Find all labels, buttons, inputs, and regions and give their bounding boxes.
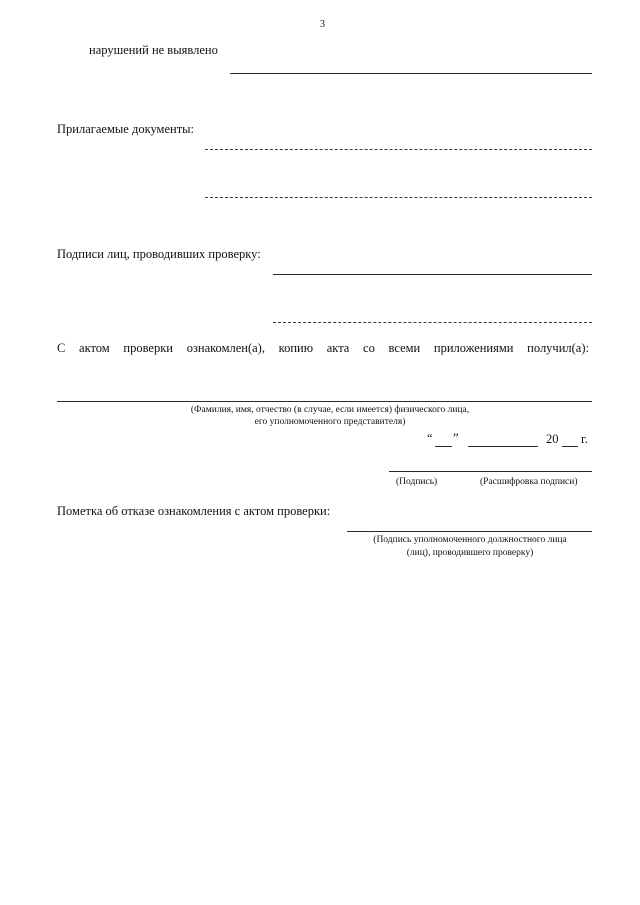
acquainted-word: С xyxy=(57,341,66,355)
date-year-suffix: г. xyxy=(581,432,588,446)
signature-line-2 xyxy=(273,322,592,323)
acquainted-statement xyxy=(57,342,589,355)
signatures-label: Подписи лиц, проводивших проверку: xyxy=(57,247,261,261)
acquainted-word: акта xyxy=(326,341,350,355)
date-day-line xyxy=(435,446,452,447)
sign-label: (Подпись) xyxy=(396,477,438,487)
refusal-label: Пометка об отказе ознакомления с актом проверки: xyxy=(57,504,331,518)
acquainted-word: ознакомлен(а), xyxy=(186,341,265,355)
acquainted-caption-line-1: (Фамилия, имя, отчество (в случае, если имеется) физического лица, xyxy=(190,405,470,415)
signature-decode-line xyxy=(389,471,592,472)
attached-documents-label: Прилагаемые документы: xyxy=(57,122,195,136)
refusal-caption-line-1: (Подпись уполномоченного должностного лица xyxy=(373,535,567,545)
violations-text: нарушений не выявлено xyxy=(89,43,218,57)
decode-label: (Расшифровка подписи) xyxy=(480,477,578,487)
page-number: 3 xyxy=(320,19,325,30)
attached-line-2 xyxy=(205,197,592,198)
date-year-line xyxy=(562,446,578,447)
date-month-line xyxy=(468,446,538,447)
refusal-caption-line-2: (лиц), проводившего проверку) xyxy=(406,548,534,558)
acquainted-word: приложениями xyxy=(433,341,514,355)
acquainted-word: всеми xyxy=(388,341,421,355)
refusal-signature-line xyxy=(347,531,592,532)
acquainted-word: проверки xyxy=(123,341,173,355)
date-year-prefix: 20 xyxy=(546,432,559,446)
attached-line-1 xyxy=(205,149,592,150)
acquainted-word: со xyxy=(363,341,375,355)
acquainted-word: актом xyxy=(79,341,110,355)
acquainted-caption-line-2: его уполномоченного представителя) xyxy=(254,417,406,427)
signature-line-1 xyxy=(273,274,592,275)
acquainted-word: получил(а): xyxy=(527,341,589,355)
date-quote-close: ” xyxy=(453,431,459,445)
acquainted-word: копию xyxy=(278,341,314,355)
violations-line xyxy=(230,73,592,74)
acquainted-name-line xyxy=(57,401,592,402)
date-quote-open: “ xyxy=(427,431,433,445)
